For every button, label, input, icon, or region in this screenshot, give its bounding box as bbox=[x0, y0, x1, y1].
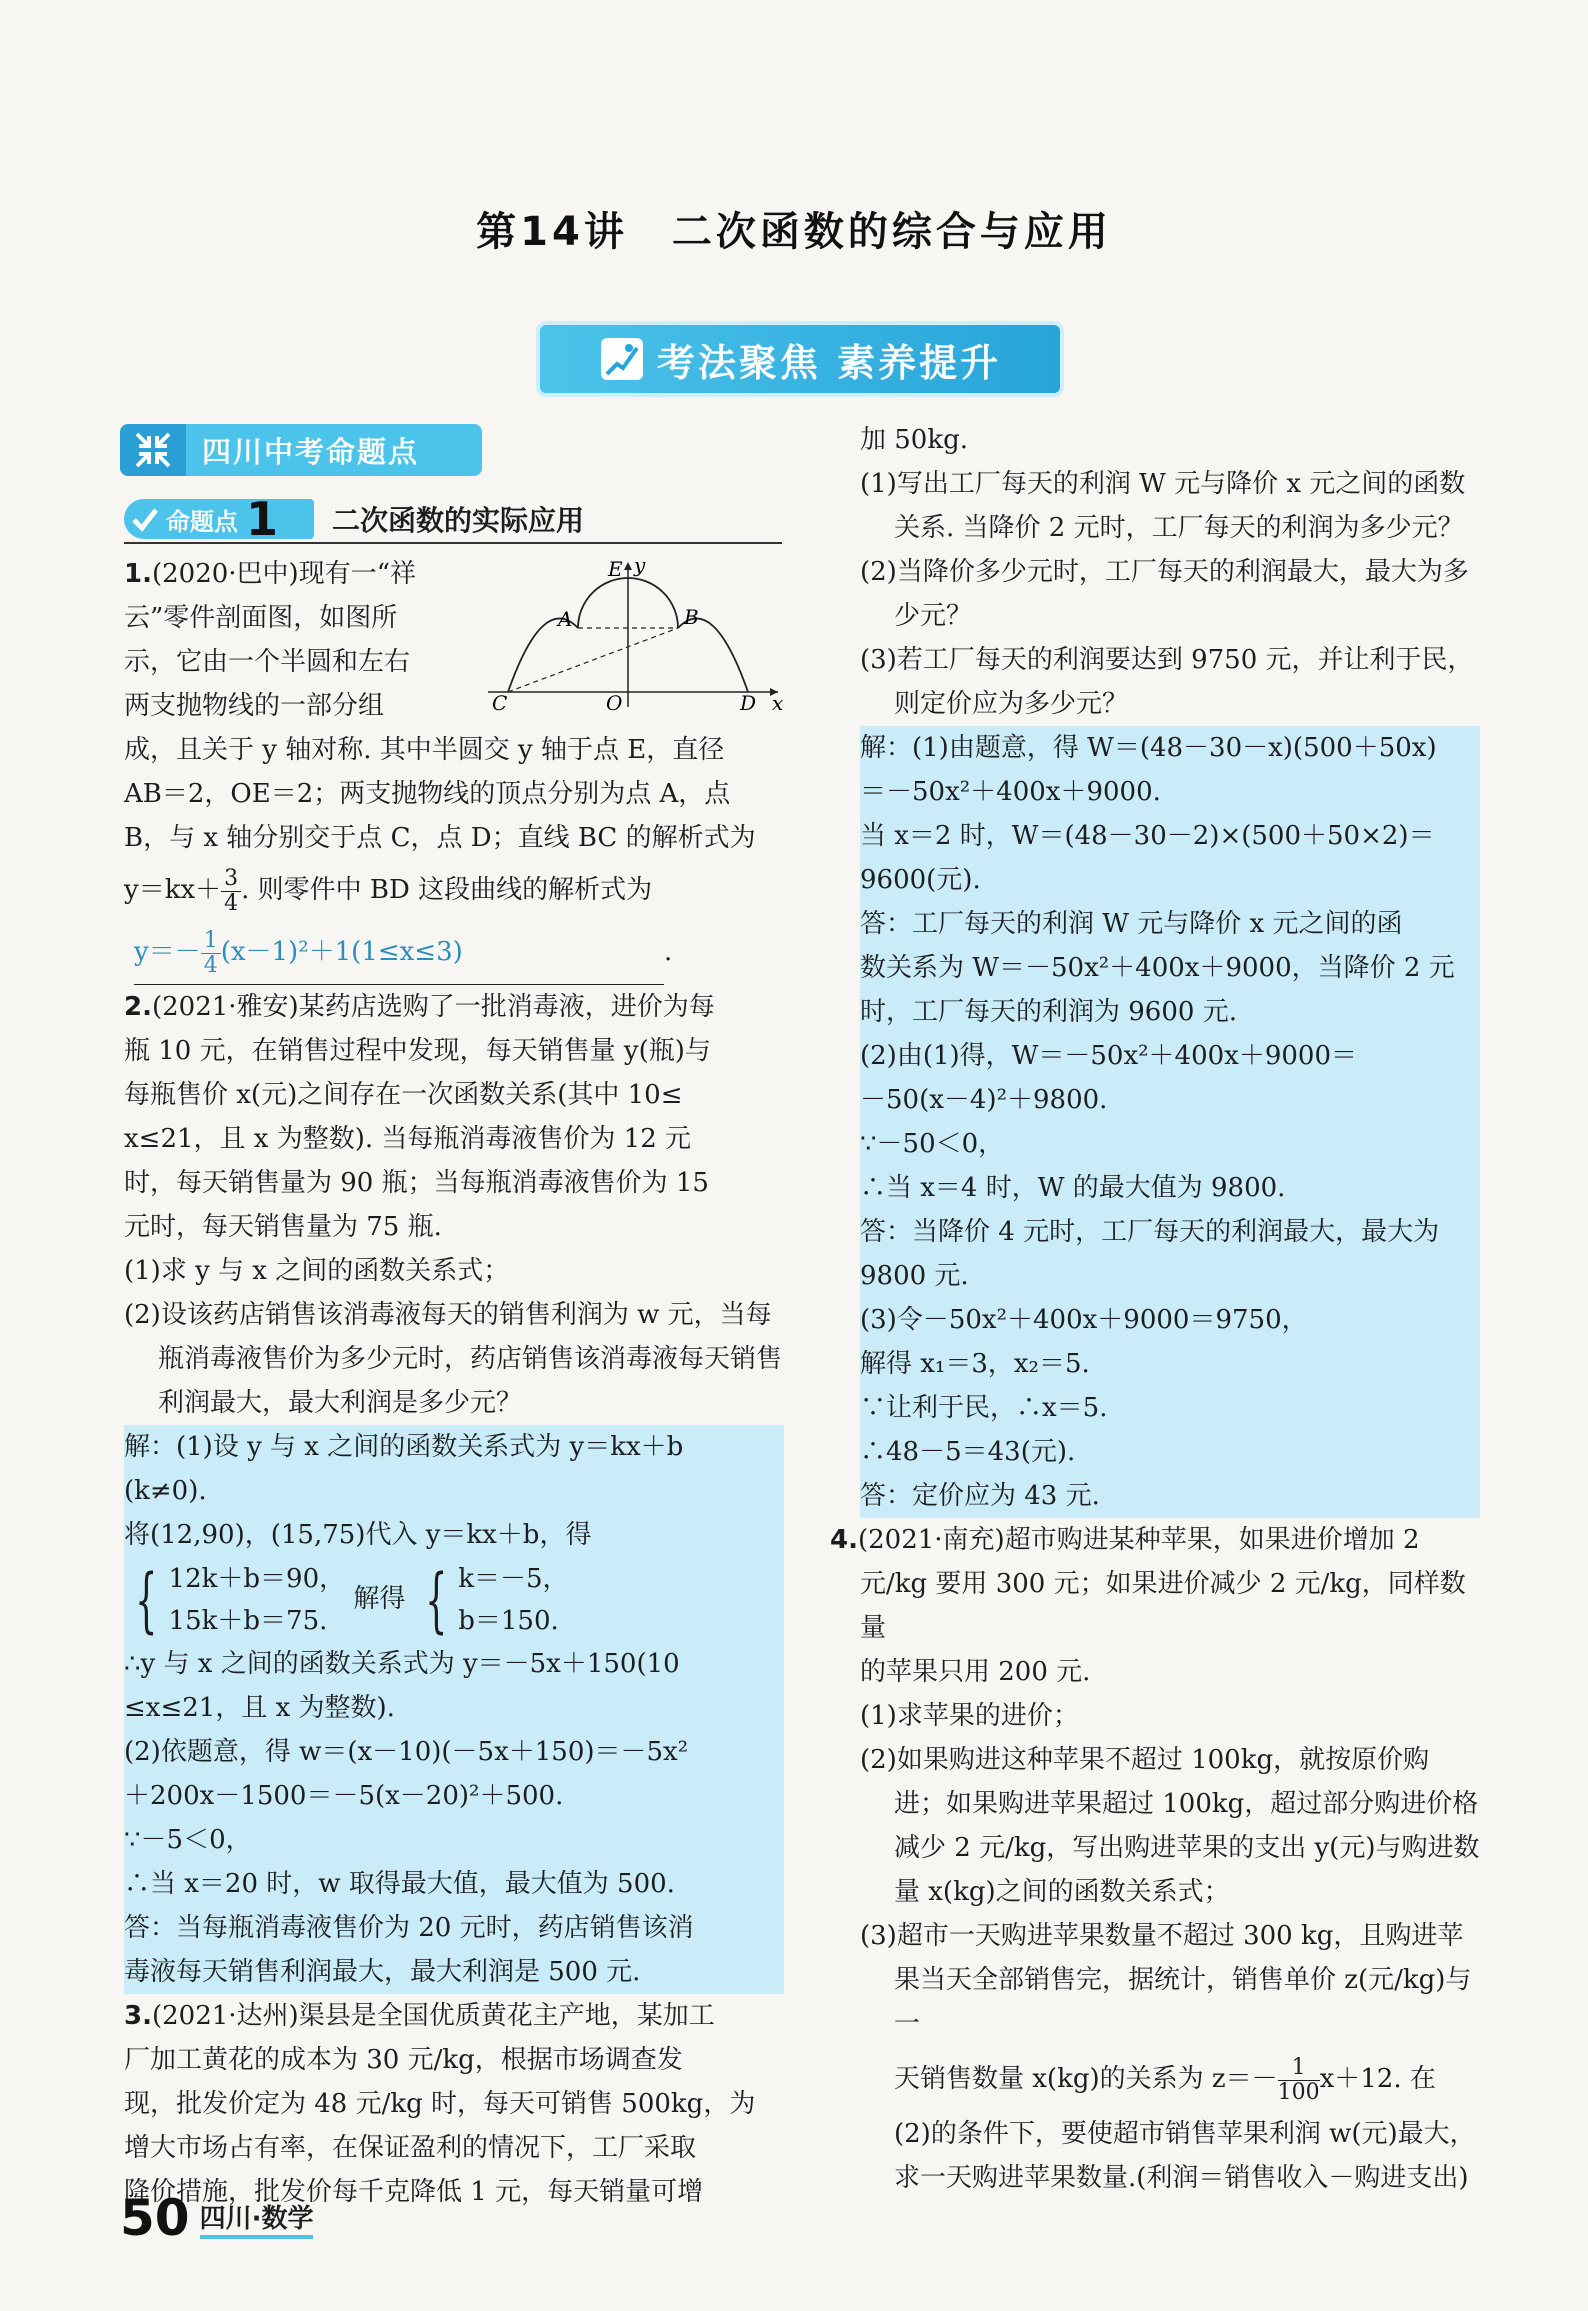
q3-solution bbox=[860, 726, 1480, 1518]
compress-arrows-icon bbox=[120, 424, 186, 476]
banner-text: 考法聚焦 素养提升 bbox=[656, 340, 1002, 385]
q1-line: 示，它由一个半圆和左右 bbox=[124, 647, 411, 677]
footer-subject: 四川·数学 bbox=[200, 2198, 314, 2239]
q3-sub3: (3)若工厂每天的利润要达到 9750 元，并让利于民，则定价应为多少元？ bbox=[860, 645, 1474, 719]
q3-sol-line: －50(x－4)²＋9800. bbox=[860, 1085, 1108, 1115]
q3-sol-line: ∴当 x＝4 时，W 的最大值为 9800. bbox=[860, 1173, 1286, 1203]
sys-eq-1: 12k＋b＝90， bbox=[168, 1564, 346, 1594]
page-number: 50 bbox=[120, 2189, 190, 2247]
q1-frac-den: 4 bbox=[224, 890, 239, 916]
label-D: D bbox=[740, 691, 757, 712]
q2-text-0: (2021·雅安)某药店选购了一批消毒液，进价为每 bbox=[151, 992, 715, 1022]
q2-sol-line: ＋200x－1500＝－5(x－20)²＋500. bbox=[124, 1781, 564, 1811]
q3-line: 现，批发价定为 48 元/kg 时，每天可销售 500kg，为 bbox=[124, 2089, 756, 2119]
q2-number: 2. bbox=[124, 992, 152, 1022]
q2-sub2: (2)设该药店销售该消毒液每天的销售利润为 w 元，当每瓶消毒液售价为多少元时，药店销售该消毒液每天销售利润最大，最大利润是多少元？ bbox=[124, 1300, 783, 1418]
q4-frac-den: 100 bbox=[1277, 2079, 1320, 2105]
q4-formula-pre: 天销售数量 x(kg)的关系为 z＝－ bbox=[894, 2064, 1278, 2094]
q1-fraction bbox=[221, 867, 241, 916]
q1-formula-line bbox=[124, 860, 784, 920]
q4-line: 的苹果只用 200 元. bbox=[860, 1657, 1091, 1687]
q3-sol-line: 答：定价应为 43 元. bbox=[860, 1481, 1100, 1511]
q1-answer-pre: y＝－ bbox=[134, 937, 201, 967]
q3-line: 增大市场占有率，在保证盈利的情况下，工厂采取 bbox=[124, 2133, 697, 2163]
label-A: A bbox=[558, 607, 573, 631]
topic-number: 1 bbox=[246, 492, 279, 546]
label-B: B bbox=[684, 605, 699, 629]
q3-cont: 加 50kg. bbox=[860, 425, 969, 455]
q2-sol-line: ∴当 x＝20 时，w 取得最大值，最大值为 500. bbox=[124, 1869, 675, 1899]
q1-line: 成，且关于 y 轴对称. 其中半圆交 y 轴于点 E，直径 bbox=[124, 735, 725, 765]
section-tag-text: 四川中考命题点 bbox=[186, 424, 482, 476]
q3-sol-line: 9600(元). bbox=[860, 865, 981, 895]
q2-sol-line: ≤x≤21，且 x 为整数). bbox=[124, 1693, 395, 1723]
q3-sol-line: 当 x＝2 时，W＝(48－30－2)×(500＋50×2)＝ bbox=[860, 821, 1435, 851]
q1-answer-fraction bbox=[201, 929, 221, 978]
q4-sub3-formula bbox=[860, 2046, 1480, 2112]
q2-line: 元时，每天销售量为 75 瓶. bbox=[124, 1212, 442, 1242]
q3-sol-line: (2)由(1)得，W＝－50x²＋400x＋9000＝ bbox=[860, 1041, 1358, 1071]
q1-text-0: (2020·巴中)现有一“祥 bbox=[151, 559, 416, 589]
label-O: O bbox=[606, 691, 623, 712]
q4-line: 元/kg 要用 300 元；如果进价减少 2 元/kg，同样数量 bbox=[860, 1569, 1466, 1643]
q1-ans-frac-den: 4 bbox=[203, 952, 218, 978]
q4-frac-num: 1 bbox=[1278, 2056, 1320, 2081]
q1-line: 两支抛物线的一部分组 bbox=[124, 691, 385, 721]
topic-name: 二次函数的实际应用 bbox=[332, 504, 585, 537]
q3-line bbox=[124, 1994, 784, 2038]
q3-sub2: (2)当降价多少元时，工厂每天的利润最大，最大为多少元？ bbox=[860, 557, 1469, 631]
q2-sol-line: 毒液每天销售利润最大，最大利润是 500 元. bbox=[124, 1957, 641, 1987]
q3-sub1: (1)写出工厂每天的利润 W 元与降价 x 元之间的函数关系. 当降价 2 元时，工厂每天的利润为多少元？ bbox=[860, 469, 1466, 543]
q1-line bbox=[124, 552, 442, 596]
q1-formula-post: . 则零件中 BD 这段曲线的解析式为 bbox=[241, 875, 653, 905]
q4-sub3a: (3)超市一天购进苹果数量不超过 300 kg，且购进苹果当天全部销售完，据统计，销售单价 z(元/kg)与一 bbox=[860, 1921, 1472, 2039]
q3-sol-line: 9800 元. bbox=[860, 1261, 969, 1291]
q2-sol-line: (2)依题意，得 w＝(x－10)(－5x＋150)＝－5x² bbox=[124, 1737, 689, 1767]
q2-solution bbox=[124, 1425, 784, 1994]
q3-sol-line: (3)令－50x²＋400x＋9000＝9750， bbox=[860, 1305, 1308, 1335]
q3-line: 厂加工黄花的成本为 30 元/kg，根据市场调查发 bbox=[124, 2045, 683, 2075]
q3-sol-line: ∵让利于民，∴x＝5. bbox=[860, 1393, 1108, 1423]
q3-sol-line: 解：(1)由题意，得 W＝(48－30－x)(500＋50x) bbox=[860, 733, 1437, 763]
checkmark-icon bbox=[130, 504, 160, 534]
q4-formula-post: x＋12. 在 bbox=[1319, 2064, 1436, 2094]
q3-text-0: (2021·达州)渠县是全国优质黄花主产地，某加工 bbox=[151, 2001, 715, 2031]
sys-sol-2: b＝150. bbox=[458, 1606, 559, 1636]
q3-number: 3. bbox=[124, 2001, 152, 2031]
q1-number: 1. bbox=[124, 559, 152, 589]
q4-text-0: (2021·南充)超市购进某种苹果，如果进价增加 2 bbox=[857, 1525, 1420, 1555]
q2-line: 时，每天销售量为 90 瓶；当每瓶消毒液售价为 15 bbox=[124, 1168, 709, 1198]
q3-sol-line: ＝－50x²＋400x＋9000. bbox=[860, 777, 1161, 807]
q4-sub1: (1)求苹果的进价； bbox=[860, 1701, 1079, 1731]
left-column bbox=[124, 552, 784, 2214]
q2-sol-line: ∴y 与 x 之间的函数关系式为 y＝－5x＋150(10 bbox=[124, 1649, 680, 1679]
q3-sol-line: 解得 x₁＝3，x₂＝5. bbox=[860, 1349, 1090, 1379]
topic-badge bbox=[124, 492, 314, 546]
q1-line: AB＝2，OE＝2；两支抛物线的顶点分别为点 A，点 bbox=[124, 779, 731, 809]
q4-fraction bbox=[1278, 2056, 1320, 2105]
label-C: C bbox=[492, 691, 508, 712]
q3-sol-line: 答：工厂每天的利润 W 元与降价 x 元之间的函 bbox=[860, 909, 1403, 939]
sys-sol-1: k＝－5， bbox=[458, 1564, 569, 1594]
q1-frac-num: 3 bbox=[221, 867, 241, 892]
q4-line bbox=[830, 1518, 1480, 1562]
topic-badge-label: 命题点 bbox=[166, 507, 238, 536]
q1-line: 云”零件剖面图，如图所 bbox=[124, 603, 398, 633]
label-x: x bbox=[772, 691, 784, 712]
sys-eq-2: 15k＋b＝75. bbox=[168, 1606, 328, 1636]
q2-line bbox=[124, 985, 784, 1029]
q3-sol-line: ∴48－5＝43(元). bbox=[860, 1437, 1076, 1467]
q4-sub3d: (2)的条件下，要使超市销售苹果利润 w(元)最大，求一天购进苹果数量.(利润＝销售收入－购进支出) bbox=[894, 2119, 1476, 2193]
section-tag bbox=[120, 424, 482, 476]
q3-sol-line: ∵－50＜0， bbox=[860, 1129, 1005, 1159]
q2-sub1: (1)求 y 与 x 之间的函数关系式； bbox=[124, 1256, 510, 1286]
right-column bbox=[830, 418, 1480, 2200]
q3-sol-line: 数关系为 W＝－50x²＋400x＋9000，当降价 2 元 bbox=[860, 953, 1455, 983]
q2-system bbox=[124, 1557, 784, 1642]
q3-sol-line: 时，工厂每天的利润为 9600 元. bbox=[860, 997, 1237, 1027]
q1-ans-frac-num: 1 bbox=[201, 929, 221, 954]
climber-icon bbox=[599, 336, 645, 382]
q2-line: x≤21，且 x 为整数). 当每瓶消毒液售价为 12 元 bbox=[124, 1124, 692, 1154]
q3-sol-line: 答：当降价 4 元时，工厂每天的利润最大，最大为 bbox=[860, 1217, 1440, 1247]
q2-sol-line: (k≠0). bbox=[124, 1476, 207, 1506]
label-E: E bbox=[608, 557, 623, 581]
lecture-title: 第14讲 二次函数的综合与应用 bbox=[476, 209, 1112, 255]
q2-sol-line: 将(12,90)，(15,75)代入 y＝kx＋b，得 bbox=[124, 1520, 592, 1550]
page-footer bbox=[120, 2188, 313, 2248]
equation-system-2: { k＝－5， b＝150. bbox=[424, 1559, 569, 1641]
q1-answer-end: . bbox=[664, 937, 673, 967]
label-y: y bbox=[634, 553, 646, 577]
q1-formula-pre: y＝kx＋ bbox=[124, 875, 222, 905]
q2-line: 瓶 10 元，在销售过程中发现，每天销售量 y(瓶)与 bbox=[124, 1036, 711, 1066]
q1-answer-post: (x－1)²＋1(1≤x≤3) bbox=[220, 937, 463, 967]
q2-sol-line: 解：(1)设 y 与 x 之间的函数关系式为 y＝kx＋b bbox=[124, 1432, 684, 1462]
section-banner bbox=[540, 325, 1060, 393]
sys-solve-label: 解得 bbox=[353, 1584, 406, 1614]
q3-line: 降价措施，批发价每千克降低 1 元，每天销量可增 bbox=[124, 2177, 704, 2207]
q2-sol-line: ∵－5＜0， bbox=[124, 1825, 252, 1855]
q4-sub2: (2)如果购进这种苹果不超过 100kg，就按原价购进；如果购进苹果超过 100kg，超过部分购进价格减少 2 元/kg，写出购进苹果的支出 y(元)与购进数量 x(kg)之间的函数关系式； bbox=[860, 1745, 1480, 1907]
q2-line: 每瓶售价 x(元)之间存在一次函数关系(其中 10≤ bbox=[124, 1080, 683, 1110]
topic-header bbox=[124, 492, 782, 546]
q1-answer-line bbox=[124, 920, 784, 985]
q4-number: 4. bbox=[830, 1525, 858, 1555]
equation-system-1: { 12k＋b＝90， 15k＋b＝75. bbox=[135, 1559, 346, 1641]
q1-answer bbox=[134, 920, 664, 985]
q2-sol-line: 答：当每瓶消毒液售价为 20 元时，药店销售该消 bbox=[124, 1913, 694, 1943]
q1-line: B，与 x 轴分别交于点 C，点 D；直线 BC 的解析式为 bbox=[124, 823, 756, 853]
